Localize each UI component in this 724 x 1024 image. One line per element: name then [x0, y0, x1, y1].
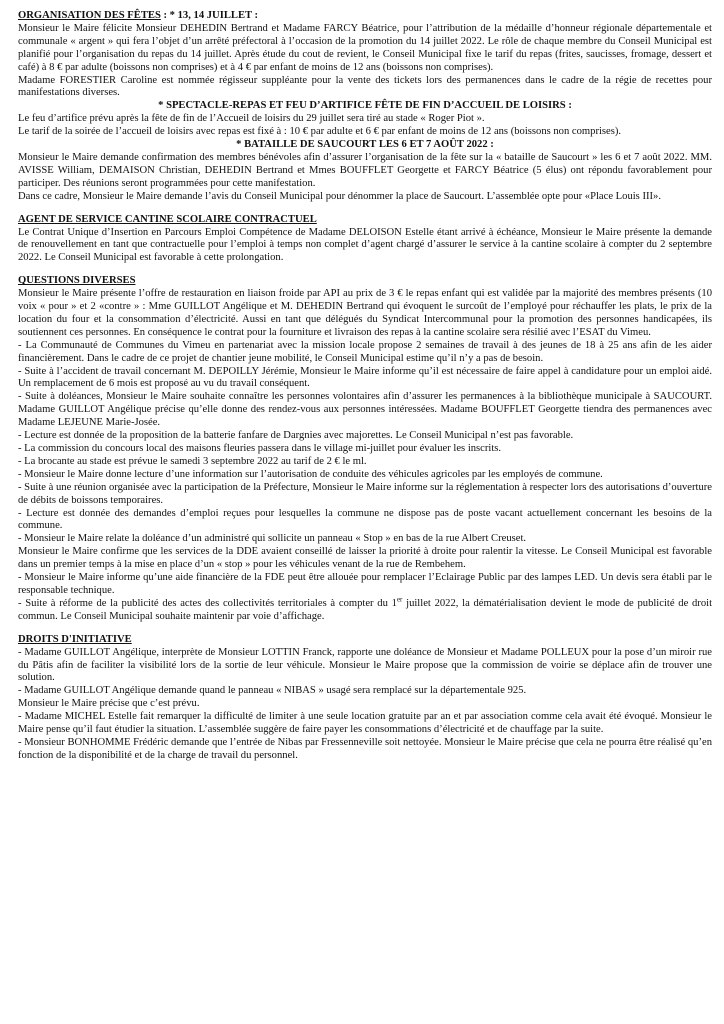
paragraph: Monsieur le Maire présente l’offre de restauration en liaison froide par API au prix de 3 € le repas enfant qui est validée par la majorité des membres présents (10 voix « pour » et 2 «contre » : Mme GUILLOT Angélique et M. DEHEDIN Bertrand qui évoquent le surcoût de l’employé pour réchauffer les plats, le prix de la location du four et la consommation d’électricité. Aussi en tant que délégués du Syndicat Intercommunal pour la promotion des personnes handicapées, ils soutiennent ces personnes. En conséquence le contrat pour la fourniture et livraison des repas à la cantine scolaire sera résilié avec l’ESAT du Vimeu. — [18, 288, 712, 338]
paragraph: Monsieur le Maire demande confirmation des membres bénévoles afin d’assurer l’organisation de la fête sur la « bataille de Saucourt » les 6 et 7 août 2022. MM. AVISSE William, DEMAISON Christian, DEHEDIN Bertrand et Mmes BOUFFLET Georgette et FARCY Béatrice (5 élus) ont répondu favorablement pour participer. Des réunions seront programmées pour cette manifestation. — [18, 151, 712, 189]
section-heading-agent-cantine — [18, 214, 712, 227]
list-item — [18, 595, 713, 624]
list-item: - Lecture est donnée des demandes d’emploi reçues pour lesquelles la commune ne dispose pas de poste vacant actuellement concernant les besoins de la commune. — [18, 507, 712, 532]
section-title-suffix: : * 13, 14 JUILLET : — [160, 10, 259, 21]
list-item: - Suite à une réunion organisée avec la participation de la Préfecture, Monsieur le Maire informe sur la réglementation à respecter lors des autorisations d’ouverture de débits de boissons temporaires. — [18, 481, 712, 506]
paragraph: Monsieur le Maire précise que c’est prévu. — [18, 698, 200, 710]
section-title: AGENT DE SERVICE CANTINE SCOLAIRE CONTRACTUEL — [18, 213, 317, 225]
section-heading-organisation — [18, 10, 712, 23]
list-item: - Suite à l’accident de travail concernant M. DEPOILLY Jérémie, Monsieur le Maire informe qu’il est nécessaire de faire appel à candidature pour un emploi aidé. Un remplacement de 6 mois est proposé au vu du travail conséquent. — [18, 365, 712, 390]
list-item-text: juillet 2022, la dématérialisation devient le mode de publicité de droit commun. Le Conseil Municipal souhaite maintenir par voie d’affichage. — [18, 597, 713, 622]
section-gap — [18, 265, 712, 275]
list-item: - Monsieur le Maire donne lecture d’une information sur l’autorisation de conduite des véhicules agricoles par les employés de commune. — [18, 468, 603, 480]
subsection-heading-spectacle: * SPECTACLE-REPAS ET FEU D’ARTIFICE FÊTE DE FIN D’ACCUEIL DE LOISIRS : — [158, 100, 572, 112]
list-item: - Madame MICHEL Estelle fait remarquer la difficulté de limiter à une seule location gratuite par an et par association comme cela avait été évoqué. Monsieur le Maire pense qu’il faut étudier la situation. L’assemblée suggère de faire payer les consommations d’électricité et de chauffage par la suite. — [18, 711, 712, 736]
section-title: DROITS D'INITIATIVE — [18, 633, 132, 645]
list-item: - Lecture est donnée de la proposition de la batterie fanfare de Dargnies avec majorettes. Le Conseil Municipal n’est pas favorable. — [18, 430, 574, 442]
list-item: - La brocante au stade est prévue le samedi 3 septembre 2022 au tarif de 2 € le ml. — [18, 455, 367, 467]
list-item: - Monsieur BONHOMME Frédéric demande que l’entrée de Nibas par Fressenneville soit nettoyée. Monsieur le Maire précise que cela ne pourra être réalisé qu’en fonction de la disponibilité et de la charge de travail du personnel. — [18, 736, 712, 761]
section-gap — [18, 624, 712, 634]
list-item: - Monsieur le Maire relate la doléance d’un administré qui sollicite un panneau « Stop » en bas de la rue Albert Creuset. — [18, 533, 527, 545]
list-item: - Suite à doléances, Monsieur le Maire souhaite connaître les personnes volontaires afin d’assurer les permanences à la bibliothèque municipale à SAUCOURT. Madame GUILLOT Angélique précise qu’elle donne des rendez-vous aux personnes intéressées. Madame BOUFFLET Georgette tiendra des permanences avec Madame LEJEUNE Marie-Josée. — [18, 391, 712, 429]
list-item: - Madame GUILLOT Angélique demande quand le panneau « NIBAS » usagé sera remplacé sur la départementale 925. — [18, 685, 527, 697]
section-title: QUESTIONS DIVERSES — [18, 275, 136, 287]
list-item: - Monsieur le Maire informe qu’une aide financière de la FDE peut être allouée pour remplacer l’Eclairage Public par des lampes LED. Un devis sera établi par le responsable technique. — [18, 572, 712, 596]
section-heading-questions-diverses — [18, 275, 712, 288]
paragraph: Le feu d’artifice prévu après la fête de fin de l’Accueil de loisirs du 29 juillet sera tiré au stade « Roger Piot ». — [18, 113, 485, 125]
paragraph: Dans ce cadre, Monsieur le Maire demande l’avis du Conseil Municipal pour dénommer la place de Saucourt. L’assemblée opte pour «Place Louis III». — [18, 190, 661, 202]
section-gap — [18, 204, 712, 214]
paragraph: Le tarif de la soirée de l’accueil de loisirs avec repas est fixé à : 10 € par adulte et 6 € par enfant de moins de 12 ans (boissons non comprises). — [18, 126, 622, 138]
section-title: ORGANISATION DES FÊTES — [18, 10, 161, 21]
paragraph: Monsieur le Maire confirme que les services de la DDE avaient conseillé de laisser la priorité à droite pour ralentir la vitesse. Le Conseil Municipal est favorable dans un premier temps à la mise en place d’un « stop » pour les véhicules venant de la rue de Rembehem. — [18, 546, 712, 571]
list-item-text: - Suite à réforme de la publicité des actes des collectivités territoriales à compter du 1 — [18, 597, 397, 609]
list-item: - La commission du concours local des maisons fleuries passera dans le village mi-juillet pour évaluer les inscrits. — [18, 443, 502, 454]
ordinal-suffix: er — [396, 595, 403, 604]
section-heading-droits-initiative — [18, 634, 712, 647]
paragraph: Le Contrat Unique d’Insertion en Parcours Emploi Compétence de Madame DELOISON Estelle étant arrivé à échéance, Monsieur le Maire présente la demande de renouvellement en tant que contractuelle pour l’emploi à temps non complet d’agent chargé d’assurer le service à la cantine scolaire à compter du 2 septembre 2022. Le Conseil Municipal est favorable à cette prolongation. — [18, 226, 712, 264]
subsection-heading-bataille: * BATAILLE DE SAUCOURT LES 6 ET 7 AOÛT 2022 : — [236, 139, 494, 151]
list-item: - Madame GUILLOT Angélique, interprète de Monsieur LOTTIN Franck, rapporte une doléance de Monsieur et Madame POLLEUX pour la pose d’un miroir rue du Pâtis afin de faciliter la visibilité lors de la sortie de leur véhicule. Monsieur le Maire propose que la commission de voirie se déplace afin de trouver une solution. — [18, 646, 712, 684]
paragraph: Monsieur le Maire félicite Monsieur DEHEDIN Bertrand et Madame FARCY Béatrice, pour l’attribution de la médaille d’honneur régionale départementale et communale « argent » qui fera l’objet d’un arrêté préfectoral à l’occasion de la promotion du 14 juillet 2022. Le rôle de chaque membre du Conseil Municipal est planifié pour l’organisation du repas du 14 juillet. Après étude du cout de revient, le Conseil Municipal fixe le tarif du repas (frites, saucisses, fromage, dessert et café) à 8 € par adulte (boissons non comprises) et à 4 € par enfant de moins de 12 ans (boissons non comprises). — [18, 22, 712, 73]
list-item: - La Communauté de Communes du Vimeu en partenariat avec la mission locale propose 2 semaines de travail à des jeunes de 18 à 25 ans afin de les aider financièrement. Dans le cadre de ce projet de chantier jeune mobilité, le Conseil Municipal estime qu’il n’y a pas de besoin. — [18, 339, 712, 364]
paragraph: Madame FORESTIER Caroline est nommée régisseur suppléante pour la vente des tickets lors des permanences dans le cadre de la régie de recettes pour manifestations diverses. — [18, 74, 712, 99]
